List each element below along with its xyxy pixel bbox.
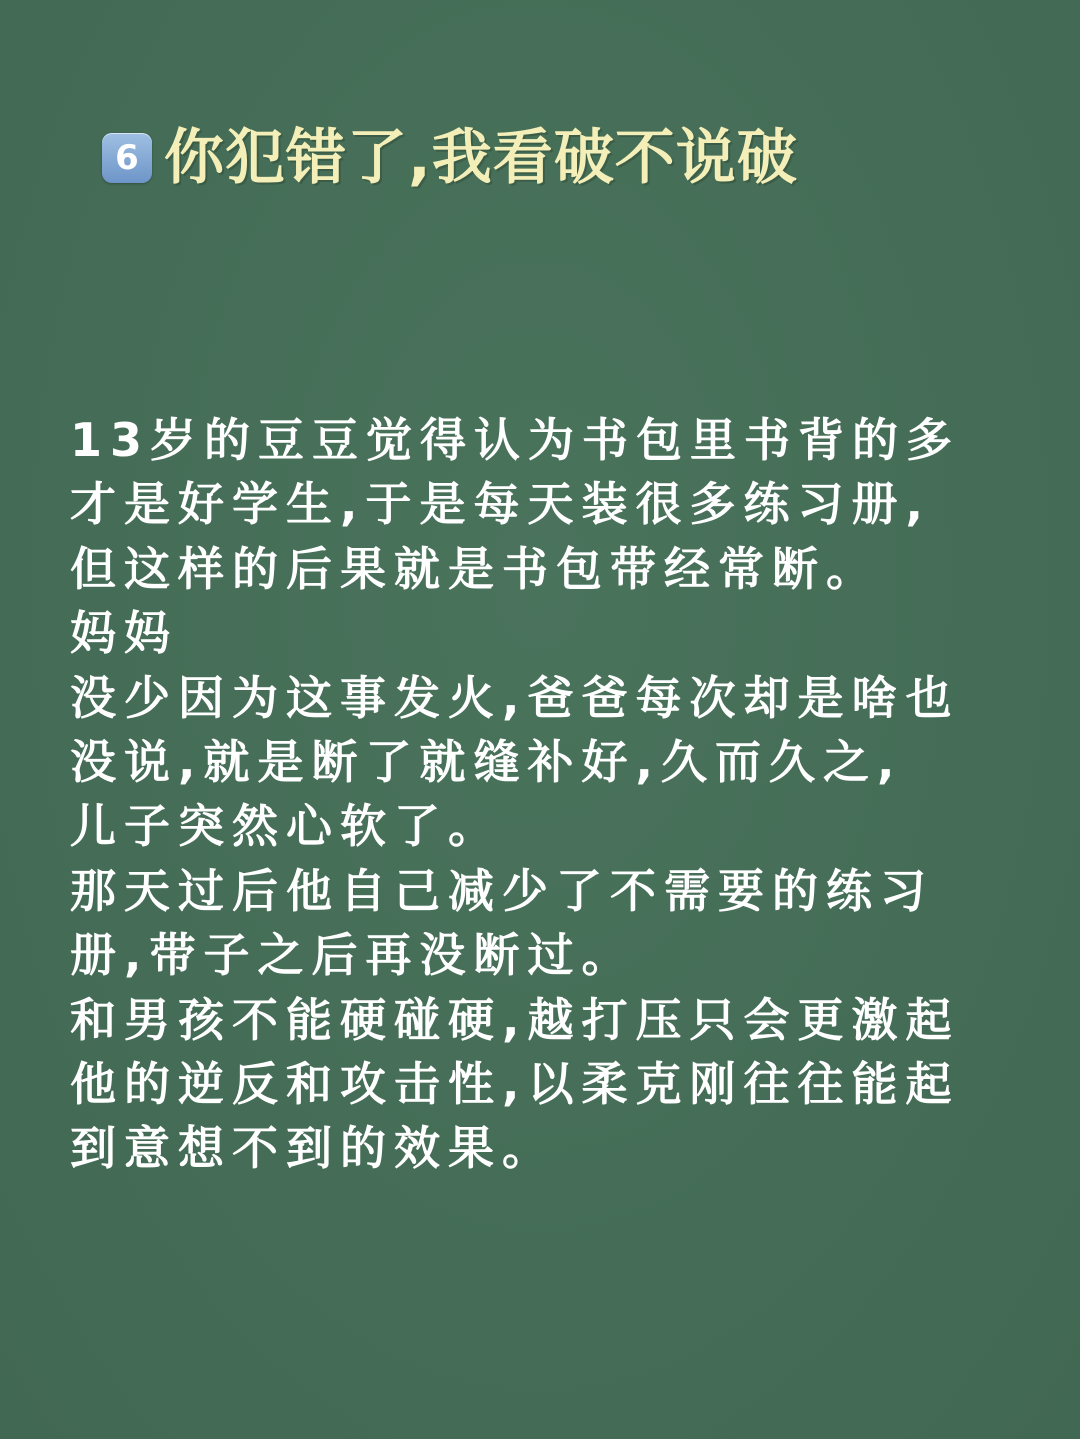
badge-number: 6 bbox=[115, 138, 139, 178]
body-line: 但这样的后果就是书包带经常断。 bbox=[70, 541, 880, 596]
body-line: 册,带子之后再没断过。 bbox=[70, 928, 636, 983]
body-line: 他的逆反和攻击性,以柔克刚往往能起 bbox=[70, 1056, 960, 1111]
body-line: 才是好学生,于是每天装很多练习册, bbox=[70, 477, 931, 532]
title-row bbox=[102, 118, 798, 198]
keycap-number-six-icon bbox=[102, 133, 152, 183]
body-line: 那天过后他自己减少了不需要的练习 bbox=[70, 863, 934, 918]
page-title: 你犯错了,我看破不说破 bbox=[164, 123, 798, 193]
body-line: 没少因为这事发火,爸爸每次却是啥也 bbox=[70, 670, 960, 725]
body-line: 到意想不到的效果。 bbox=[70, 1121, 556, 1176]
body-text bbox=[70, 408, 1020, 1181]
body-line: 和男孩不能硬碰硬,越打压只会更激起 bbox=[70, 992, 960, 1047]
body-line: 没说,就是断了就缝补好,久而久之, bbox=[70, 734, 903, 789]
body-line: 儿子突然心软了。 bbox=[70, 799, 502, 854]
body-line: 妈妈 bbox=[70, 606, 178, 661]
body-line: 13岁的豆豆觉得认为书包里书背的多 bbox=[70, 413, 961, 467]
